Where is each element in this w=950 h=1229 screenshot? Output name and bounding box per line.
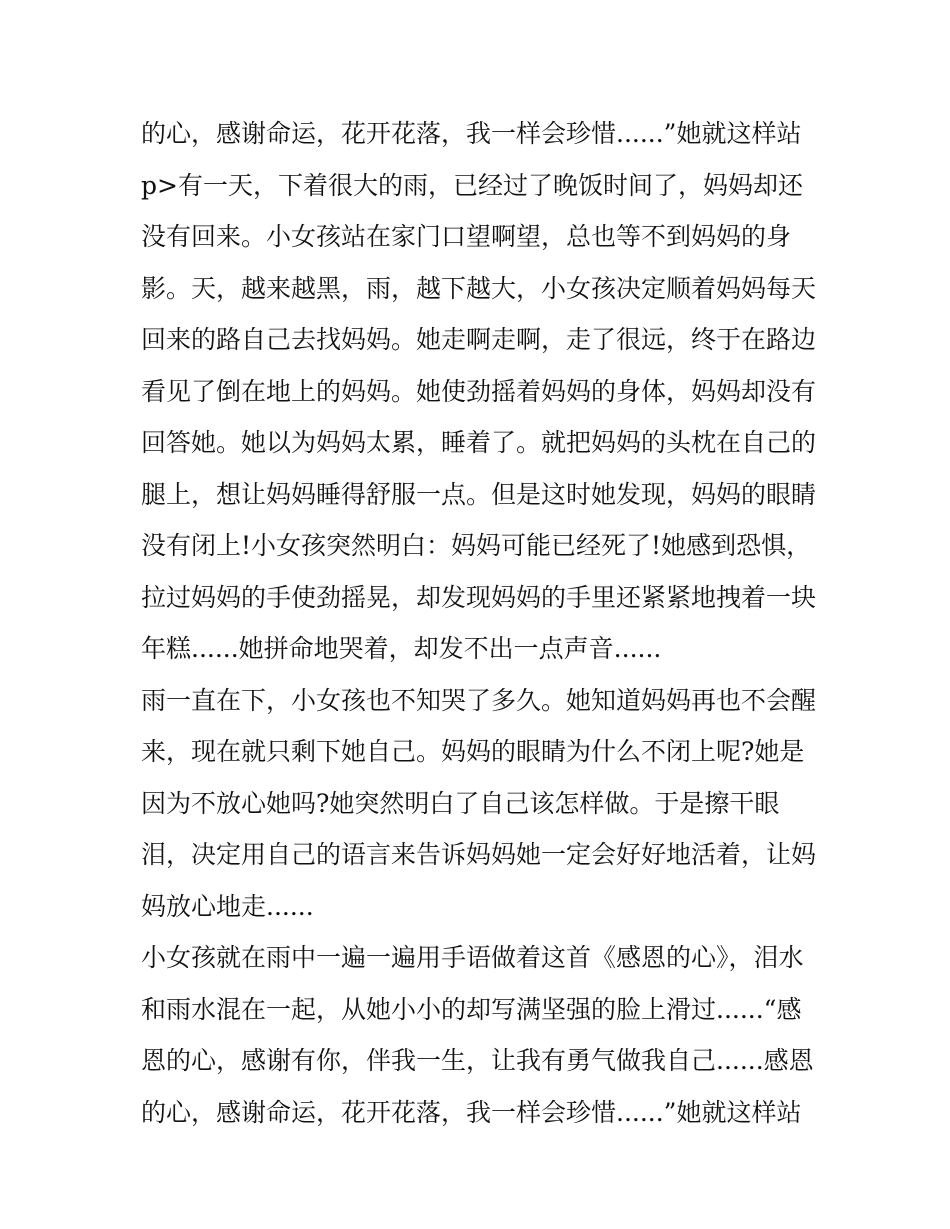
text-line: 妈放心地走...... [141,891,314,921]
text-line: 因为不放心她吗?她突然明白了自己该怎样做。于是擦干眼 [141,788,780,818]
text-line: 来，现在就只剩下她自己。妈妈的眼睛为什么不闭上呢?她是 [141,737,805,766]
text-line: 回来的路自己去找妈妈。她走啊走啊，走了很远，终于在路边 [141,325,817,354]
text-line: 雨一直在下，小女孩也不知哭了多久。她知道妈妈再也不会醒 [141,685,817,715]
text-line: 泪，决定用自己的语言来告诉妈妈她一定会好好地活着，让妈 [141,840,817,869]
text-line: 的心，感谢命运，花开花落，我一样会珍惜......”她就这样站 [141,119,802,148]
text-line: 看见了倒在地上的妈妈。她使劲摇着妈妈的身体，妈妈却没有 [141,376,817,406]
text-line: 和雨水混在一起，从她小小的却写满坚强的脸上滑过......“感 [141,994,802,1024]
text-line: 的心，感谢命运，花开花落，我一样会珍惜......”她就这样站 [141,1097,802,1127]
text-line: p>有一天，下着很大的雨，已经过了晚饭时间了，妈妈却还 [141,170,803,200]
text-line: 回答她。她以为妈妈太累，睡着了。就把妈妈的头枕在自己的 [141,428,817,457]
text-line: 腿上，想让妈妈睡得舒服一点。但是这时她发现，妈妈的眼睛 [141,479,817,509]
text-line: 小女孩就在雨中一遍一遍用手语做着这首《感恩的心》，泪水 [141,943,804,972]
text-line: 没有闭上!小女孩突然明白：妈妈可能已经死了!她感到恐惧， [141,531,812,560]
text-line: 拉过妈妈的手使劲摇晃，却发现妈妈的手里还紧紧地拽着一块 [141,582,817,612]
text-line: 恩的心，感谢有你，伴我一生，让我有勇气做我自己......感恩 [141,1046,814,1075]
body-text [141,108,821,1138]
text-line: 影。天，越来越黑，雨，越下越大，小女孩决定顺着妈妈每天 [141,273,817,303]
text-line: 年糕......她拼命地哭着，却发不出一点声音...... [141,634,662,663]
text-line: 没有回来。小女孩站在家门口望啊望，总也等不到妈妈的身 [141,222,792,251]
